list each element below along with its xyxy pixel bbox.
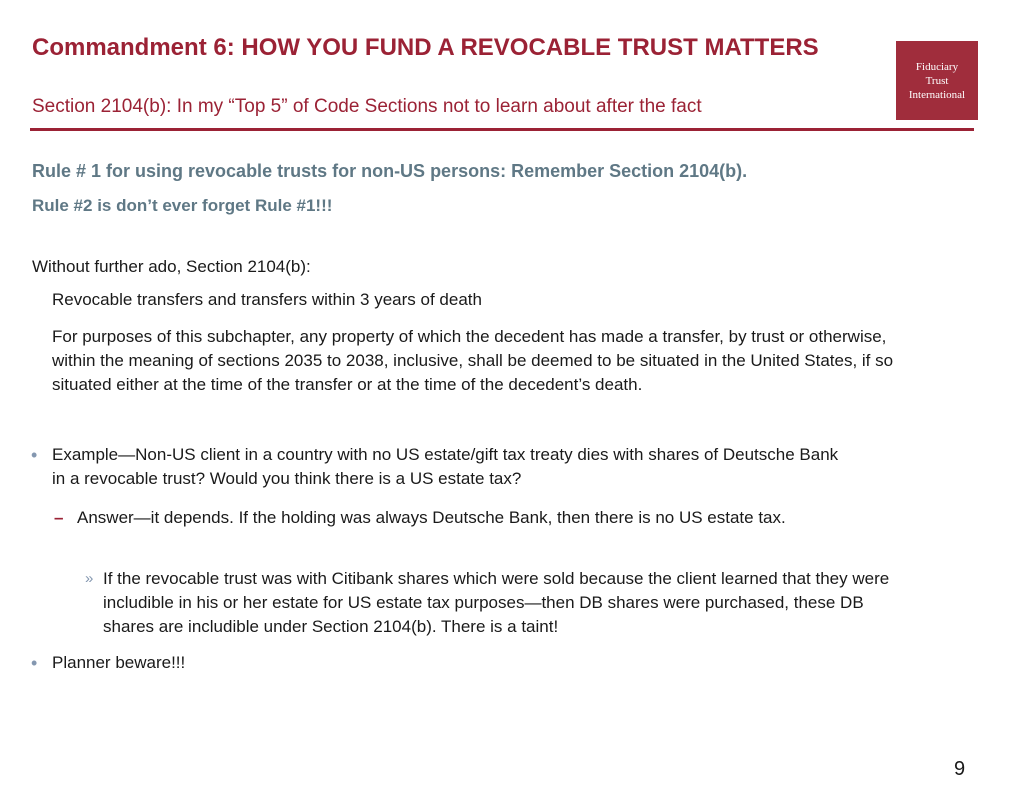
detail-text: If the revocable trust was with Citibank shares which were sold because the client learned that they were includible in his or her estate for US estate tax purposes—then DB shares were purchased, these DB shares are includible under Section 2104(b). There is a taint! bbox=[103, 569, 890, 636]
example-text: Example—Non-US client in a country with no US estate/gift tax treaty dies with shares of Deutsche Bank in a revocable trust? Would you think there is a US estate tax? bbox=[52, 445, 839, 488]
rule-one: Rule # 1 for using revocable trusts for non-US persons: Remember Section 2104(b). bbox=[32, 161, 748, 181]
logo-line-3: International bbox=[908, 88, 966, 101]
statute-heading: Revocable transfers and transfers within 3 years of death bbox=[52, 290, 482, 309]
slide-subtitle: Section 2104(b): In my “Top 5” of Code Sections not to learn about after the fact bbox=[32, 96, 702, 117]
list-item-detail bbox=[85, 567, 903, 639]
logo-line-1: Fiduciary bbox=[915, 60, 959, 73]
bullet-chevron-icon: » bbox=[85, 570, 94, 587]
fiduciary-trust-logo bbox=[896, 41, 978, 120]
bullet-dot-icon: • bbox=[31, 653, 38, 673]
slide-title: Commandment 6: HOW YOU FUND A REVOCABLE TRUST MATTERS bbox=[32, 34, 819, 61]
list-item-answer bbox=[54, 506, 897, 530]
list-item-example bbox=[31, 443, 852, 491]
header-divider bbox=[30, 128, 974, 131]
page-number: 9 bbox=[954, 758, 966, 780]
rule-two: Rule #2 is don’t ever forget Rule #1!!! bbox=[32, 196, 333, 215]
bullet-dot-icon: • bbox=[31, 445, 38, 465]
statute-text: For purposes of this subchapter, any property of which the decedent has made a transfer, by trust or otherwise, within the meaning of sections 2035 to 2038, inclusive, shall be deemed to be situated in the United States, if so situated either at the time of the transfer or at the time of the decedent’s death. bbox=[52, 327, 894, 394]
beware-text: Planner beware!!! bbox=[52, 653, 186, 672]
answer-text: Answer—it depends. If the holding was always Deutsche Bank, then there is no US estate tax. bbox=[77, 508, 786, 527]
bullet-dash-icon: – bbox=[54, 508, 64, 527]
intro-text: Without further ado, Section 2104(b): bbox=[32, 257, 311, 276]
logo-line-2: Trust bbox=[925, 74, 949, 87]
list-item-beware bbox=[31, 651, 852, 675]
